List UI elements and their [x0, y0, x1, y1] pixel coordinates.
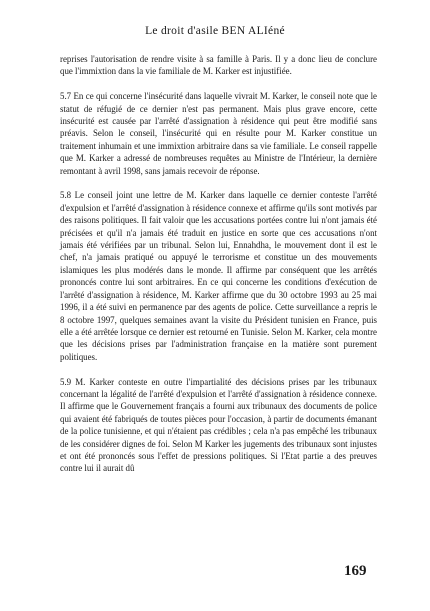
body-text	[60, 53, 377, 475]
paragraph-5-9: 5.9 M. Karker conteste en outre l'impartialité des décisions prises par les tribunaux concernant la légalité de l'arrêté d'expulsion et l'arrêté d'assignation à résidence connexe. Il affirme que le Gouvernement français a fourni aux tribunaux des documents de police qui avaient été fabriqués de toutes pièces pour l'occasion, à partir de documents émanant de la police tunisienne, et qui n'étaient pas crédibles ; cela n'a pas empêché les tribunaux de les considérer dignes de foi. Selon M Karker les jugements des tribunaux sont injustes et ont été prononcés sous l'effet de pressions politiques. Si l'Etat partie a des preuves contre lui il aurait dû	[60, 376, 377, 474]
running-header: Le droit d'asile BEN ALIéné	[145, 25, 285, 37]
paragraph-continuation: reprises l'autorisation de rendre visite à sa famille à Paris. Il y a donc lieu de conclure que l'immixtion dans la vie familiale de M. Karker est injustifiée.	[60, 54, 377, 77]
paragraph-5-8: 5.8 Le conseil joint une lettre de M. Karker dans laquelle ce dernier conteste l'arrêté d'expulsion et l'arrêté d'assignation à résidence connexe et affirme qu'ils sont motivés par des raisons politiques. Il fait valoir que les accusations portées contre lui n'ont jamais été précisées et qu'il n'a jamais été traduit en justice en sorte que ces accusations n'ont jamais été vérifiées par un tribunal. Selon lui, Ennahdha, le mouvement dont il est le chef, n'a jamais pratiqué ou appuyé le terrorisme et constitue un des mouvements islamiques les plus modérés dans le monde. Il affirme par conséquent que les arrêtés prononcés contre lui sont arbitraires. En ce qui concerne les conditions d'exécution de l'arrêté d'assignation à résidence, M. Karker affirme que du 30 octobre 1993 au 25 mai 1996, il a été suivi en permanence par des agents de police. Cette surveillance a repris le 8 octobre 1997, quelques semaines avant la visite du Président tunisien en France, puis elle a été arrêtée lorsque ce dernier est retourné en Tunisie. Selon M. Karker, cela montre que les décisions prises par l'administration française en la matière sont purement politiques.	[60, 190, 377, 362]
paragraph-5-7: 5.7 En ce qui concerne l'insécurité dans laquelle vivrait M. Karker, le conseil note que le statut de réfugié de ce dernier n'est pas permanent. Mais plus grave encore, cette insécurité est causée par l'arrêté d'assignation à résidence qui peut être modifié sans préavis. Selon le conseil, l'insécurité qui en résulte pour M. Karker constitue un traitement inhumain et une immixtion arbitraire dans sa vie familiale. Le conseil rappelle que M. Karker a adressé de nombreuses requêtes au Ministre de l'Intérieur, la dernière remontant à avril 1998, sans jamais recevoir de réponse.	[60, 91, 377, 176]
page-number: 169	[344, 563, 367, 579]
